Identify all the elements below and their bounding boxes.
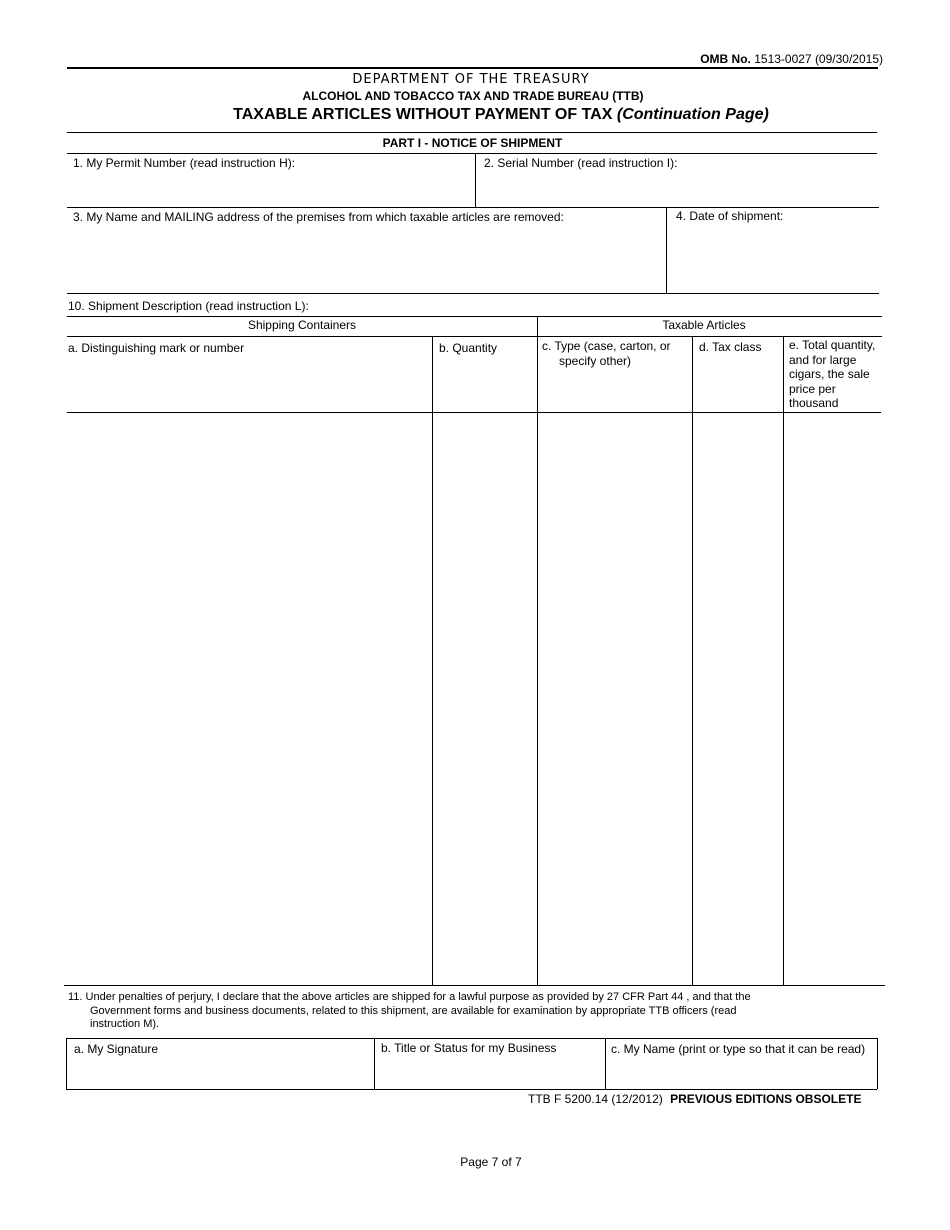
part1-heading-rule: [67, 153, 877, 154]
page-number: Page 7 of 7: [460, 1155, 522, 1169]
signature-row-divider: [374, 1038, 375, 1089]
column-c-header-line1: c. Type (case, carton, or: [542, 339, 671, 353]
column-header-bottom-rule: [67, 412, 881, 413]
signature-row-left-border: [66, 1038, 67, 1089]
taxable-articles-heading: Taxable Articles: [662, 318, 746, 332]
column-d-entries[interactable]: [694, 414, 782, 983]
form-number: TTB F 5200.14 (12/2012): [528, 1092, 663, 1106]
name-address-input[interactable]: [68, 228, 664, 292]
perjury-declaration: [68, 991, 751, 1032]
address-row-bottom-rule: [67, 293, 879, 294]
perjury-declaration-line: Government forms and business documents, related to this shipment, are available for examination by appropriate TTB officers (read: [90, 1004, 737, 1017]
signature-row-right-border: [877, 1038, 878, 1089]
column-divider: [432, 336, 433, 985]
shipment-date-input[interactable]: [668, 228, 877, 290]
column-divider: [537, 316, 538, 985]
column-c-header-line2: specify other): [559, 354, 632, 368]
omb-label: OMB No.: [700, 52, 751, 66]
shipping-containers-heading: Shipping Containers: [247, 318, 357, 332]
shipment-table-top-rule: [67, 316, 882, 317]
serial-number-input[interactable]: [477, 174, 877, 206]
business-title-label: b. Title or Status for my Business: [381, 1041, 557, 1055]
column-e-header-line: thousand: [789, 396, 839, 410]
permit-row-bottom-rule: [67, 207, 879, 208]
signature-row-divider: [605, 1038, 606, 1089]
name-address-label: 3. My Name and MAILING address of the premises from which taxable articles are removed:: [73, 210, 564, 224]
form-footer: [528, 1092, 861, 1107]
part1-heading: PART I - NOTICE OF SHIPMENT: [382, 136, 563, 150]
column-e-header-line: price per: [789, 381, 836, 396]
column-divider: [692, 336, 693, 985]
department-name: DEPARTMENT OF THE TREASURY: [352, 72, 590, 87]
form-title-main: TAXABLE ARTICLES WITHOUT PAYMENT OF TAX: [233, 106, 613, 123]
permit-number-label: 1. My Permit Number (read instruction H):: [73, 156, 296, 170]
shipment-date-label: 4. Date of shipment:: [676, 209, 784, 223]
omb-number: [700, 52, 883, 67]
signature-row-top-rule: [66, 1038, 877, 1039]
column-a-header: a. Distinguishing mark or number: [68, 341, 245, 355]
shipment-description-label: 10. Shipment Description (read instruction L):: [68, 299, 309, 313]
column-e-header-line: and for large: [789, 352, 857, 367]
column-b-entries[interactable]: [434, 414, 536, 983]
form-title: [0, 106, 950, 124]
bureau-name: ALCOHOL AND TOBACCO TAX AND TRADE BUREAU (TTB): [302, 89, 644, 103]
column-e-header: [789, 338, 875, 411]
omb-value: 1513-0027 (09/30/2015): [754, 52, 883, 66]
column-d-header: d. Tax class: [699, 340, 762, 354]
header-top-rule: [67, 67, 878, 69]
column-divider: [783, 336, 784, 985]
column-e-entries[interactable]: [785, 414, 881, 983]
form-title-continuation: (Continuation Page): [616, 106, 769, 123]
permit-serial-divider: [475, 153, 476, 208]
column-c-entries[interactable]: [539, 414, 691, 983]
column-e-header-line: e. Total quantity,: [789, 338, 876, 352]
perjury-declaration-line: 11. Under penalties of perjury, I declare that the above articles are shipped for a lawful purpose as provided by 27 CFR Part 44 , and that the: [68, 991, 751, 1003]
signature-label: a. My Signature: [74, 1042, 159, 1056]
business-title-input[interactable]: [376, 1060, 604, 1088]
group-heading-rule: [67, 336, 882, 337]
signature-row-bottom-rule: [66, 1089, 877, 1090]
part1-top-rule: [67, 132, 877, 133]
previous-editions-note: PREVIOUS EDITIONS OBSOLETE: [670, 1092, 862, 1106]
printed-name-label: c. My Name (print or type so that it can be read): [611, 1042, 866, 1056]
permit-number-input[interactable]: [68, 174, 474, 206]
column-e-header-line: cigars, the sale: [789, 367, 870, 381]
column-b-header: b. Quantity: [439, 341, 498, 355]
address-date-divider: [666, 207, 667, 293]
shipment-table-bottom-rule: [64, 985, 885, 986]
signature-input[interactable]: [68, 1060, 373, 1088]
perjury-declaration-line: instruction M).: [90, 1018, 160, 1030]
column-c-header: [542, 339, 671, 369]
printed-name-input[interactable]: [607, 1060, 876, 1088]
serial-number-label: 2. Serial Number (read instruction I):: [484, 156, 678, 170]
column-a-entries[interactable]: [68, 414, 431, 983]
